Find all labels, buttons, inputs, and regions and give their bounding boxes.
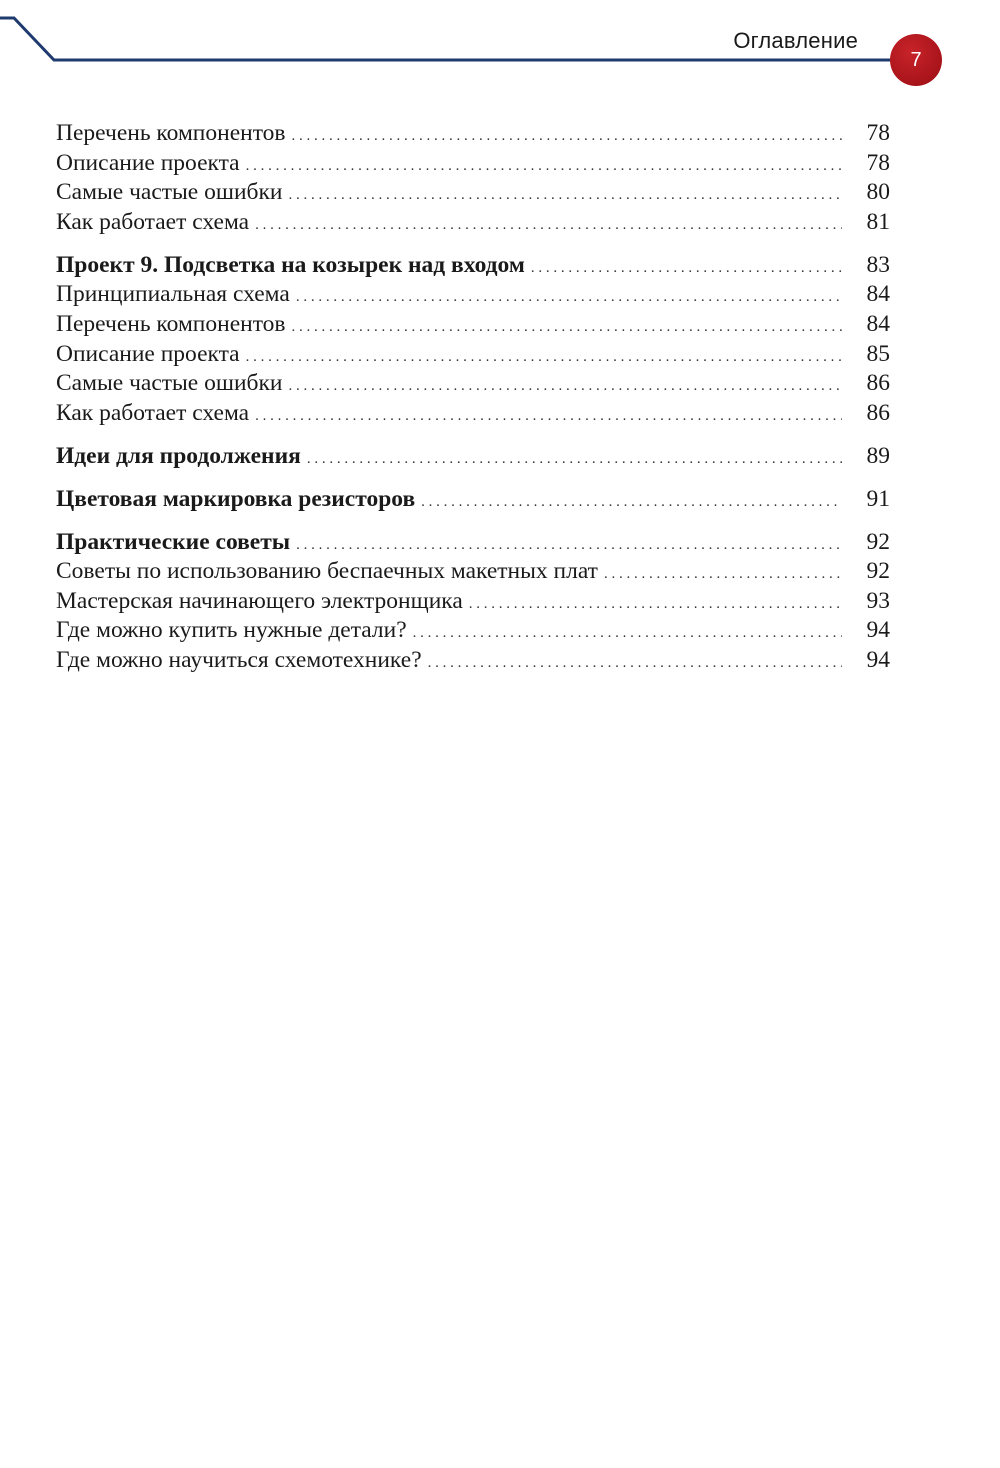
dot-leader bbox=[421, 488, 842, 518]
toc-entry[interactable] bbox=[56, 119, 890, 149]
toc-entry-page: 91 bbox=[866, 485, 890, 512]
dot-leader bbox=[289, 372, 843, 402]
dot-leader bbox=[604, 560, 842, 590]
toc-entry-page: 80 bbox=[866, 179, 890, 206]
toc-entry-label: Описание проекта bbox=[56, 340, 240, 367]
toc-entry[interactable] bbox=[56, 399, 890, 429]
toc-entry-major[interactable] bbox=[56, 485, 890, 515]
toc-entry-label: Мастерская начинающего электронщика bbox=[56, 587, 463, 614]
toc-entry-label: Цветовая маркировка резисторов bbox=[56, 485, 416, 512]
toc-entry-label: Перечень компонентов bbox=[56, 310, 286, 337]
toc-entry-label: Практические советы bbox=[56, 528, 291, 555]
table-of-contents bbox=[56, 119, 890, 676]
toc-entry-label: Идеи для продолжения bbox=[56, 442, 301, 469]
toc-entry-label: Перечень компонентов bbox=[56, 120, 286, 146]
page-number-badge: 7 bbox=[890, 34, 942, 86]
toc-entry-page: 93 bbox=[866, 587, 890, 614]
toc-entry[interactable] bbox=[56, 340, 890, 370]
dot-leader bbox=[469, 590, 842, 620]
toc-entry-page: 84 bbox=[866, 281, 890, 308]
dot-leader bbox=[246, 152, 842, 182]
dot-leader bbox=[531, 254, 842, 284]
toc-entry-label: Принципиальная схема bbox=[56, 281, 290, 308]
dot-leader bbox=[296, 531, 842, 561]
section-title: Оглавление bbox=[733, 28, 858, 53]
dot-leader bbox=[246, 343, 842, 373]
dot-leader bbox=[255, 211, 842, 241]
toc-entry[interactable] bbox=[56, 587, 890, 617]
dot-leader bbox=[255, 402, 842, 432]
toc-entry-label: Самые частые ошибки bbox=[56, 370, 283, 397]
dot-leader bbox=[292, 122, 842, 152]
dot-leader bbox=[292, 313, 842, 343]
toc-entry[interactable] bbox=[56, 646, 890, 676]
toc-entry-label: Где можно научиться схемотехнике? bbox=[56, 647, 422, 674]
toc-entry[interactable] bbox=[56, 616, 890, 646]
toc-entry-page: 86 bbox=[866, 399, 890, 426]
toc-entry[interactable] bbox=[56, 149, 890, 179]
toc-entry-page: 94 bbox=[866, 647, 890, 674]
toc-entry-label: Как работает схема bbox=[56, 399, 250, 426]
toc-entry[interactable] bbox=[56, 178, 890, 208]
toc-entry[interactable] bbox=[56, 310, 890, 340]
toc-entry-page: 85 bbox=[866, 340, 890, 367]
toc-entry-major[interactable] bbox=[56, 251, 890, 281]
toc-entry-page: 84 bbox=[866, 310, 890, 337]
dot-leader bbox=[296, 283, 842, 313]
toc-entry-major[interactable] bbox=[56, 528, 890, 558]
dot-leader bbox=[307, 445, 842, 475]
dot-leader bbox=[413, 619, 842, 649]
toc-entry-page: 94 bbox=[866, 617, 890, 644]
toc-entry-page: 92 bbox=[866, 558, 890, 585]
toc-entry-label: Советы по использованию беспаечных макетных плат bbox=[56, 558, 598, 585]
toc-entry[interactable] bbox=[56, 280, 890, 310]
toc-entry-label: Самые частые ошибки bbox=[56, 179, 283, 206]
toc-entry-label: Описание проекта bbox=[56, 149, 240, 176]
toc-entry-page: 78 bbox=[866, 120, 890, 146]
toc-entry-page: 78 bbox=[866, 149, 890, 176]
toc-entry-page: 89 bbox=[866, 442, 890, 469]
dot-leader bbox=[289, 181, 843, 211]
toc-entry-label: Проект 9. Подсветка на козырек над входом bbox=[56, 251, 525, 278]
dot-leader bbox=[428, 649, 842, 679]
toc-entry-label: Как работает схема bbox=[56, 208, 250, 235]
toc-entry[interactable] bbox=[56, 557, 890, 587]
toc-entry-page: 86 bbox=[866, 370, 890, 397]
toc-entry-page: 83 bbox=[866, 251, 890, 278]
toc-entry-page: 81 bbox=[866, 208, 890, 235]
toc-entry-major[interactable] bbox=[56, 442, 890, 472]
toc-entry-label: Где можно купить нужные детали? bbox=[56, 617, 407, 644]
toc-entry[interactable] bbox=[56, 369, 890, 399]
toc-entry[interactable] bbox=[56, 208, 890, 238]
toc-entry-page: 92 bbox=[866, 528, 890, 555]
